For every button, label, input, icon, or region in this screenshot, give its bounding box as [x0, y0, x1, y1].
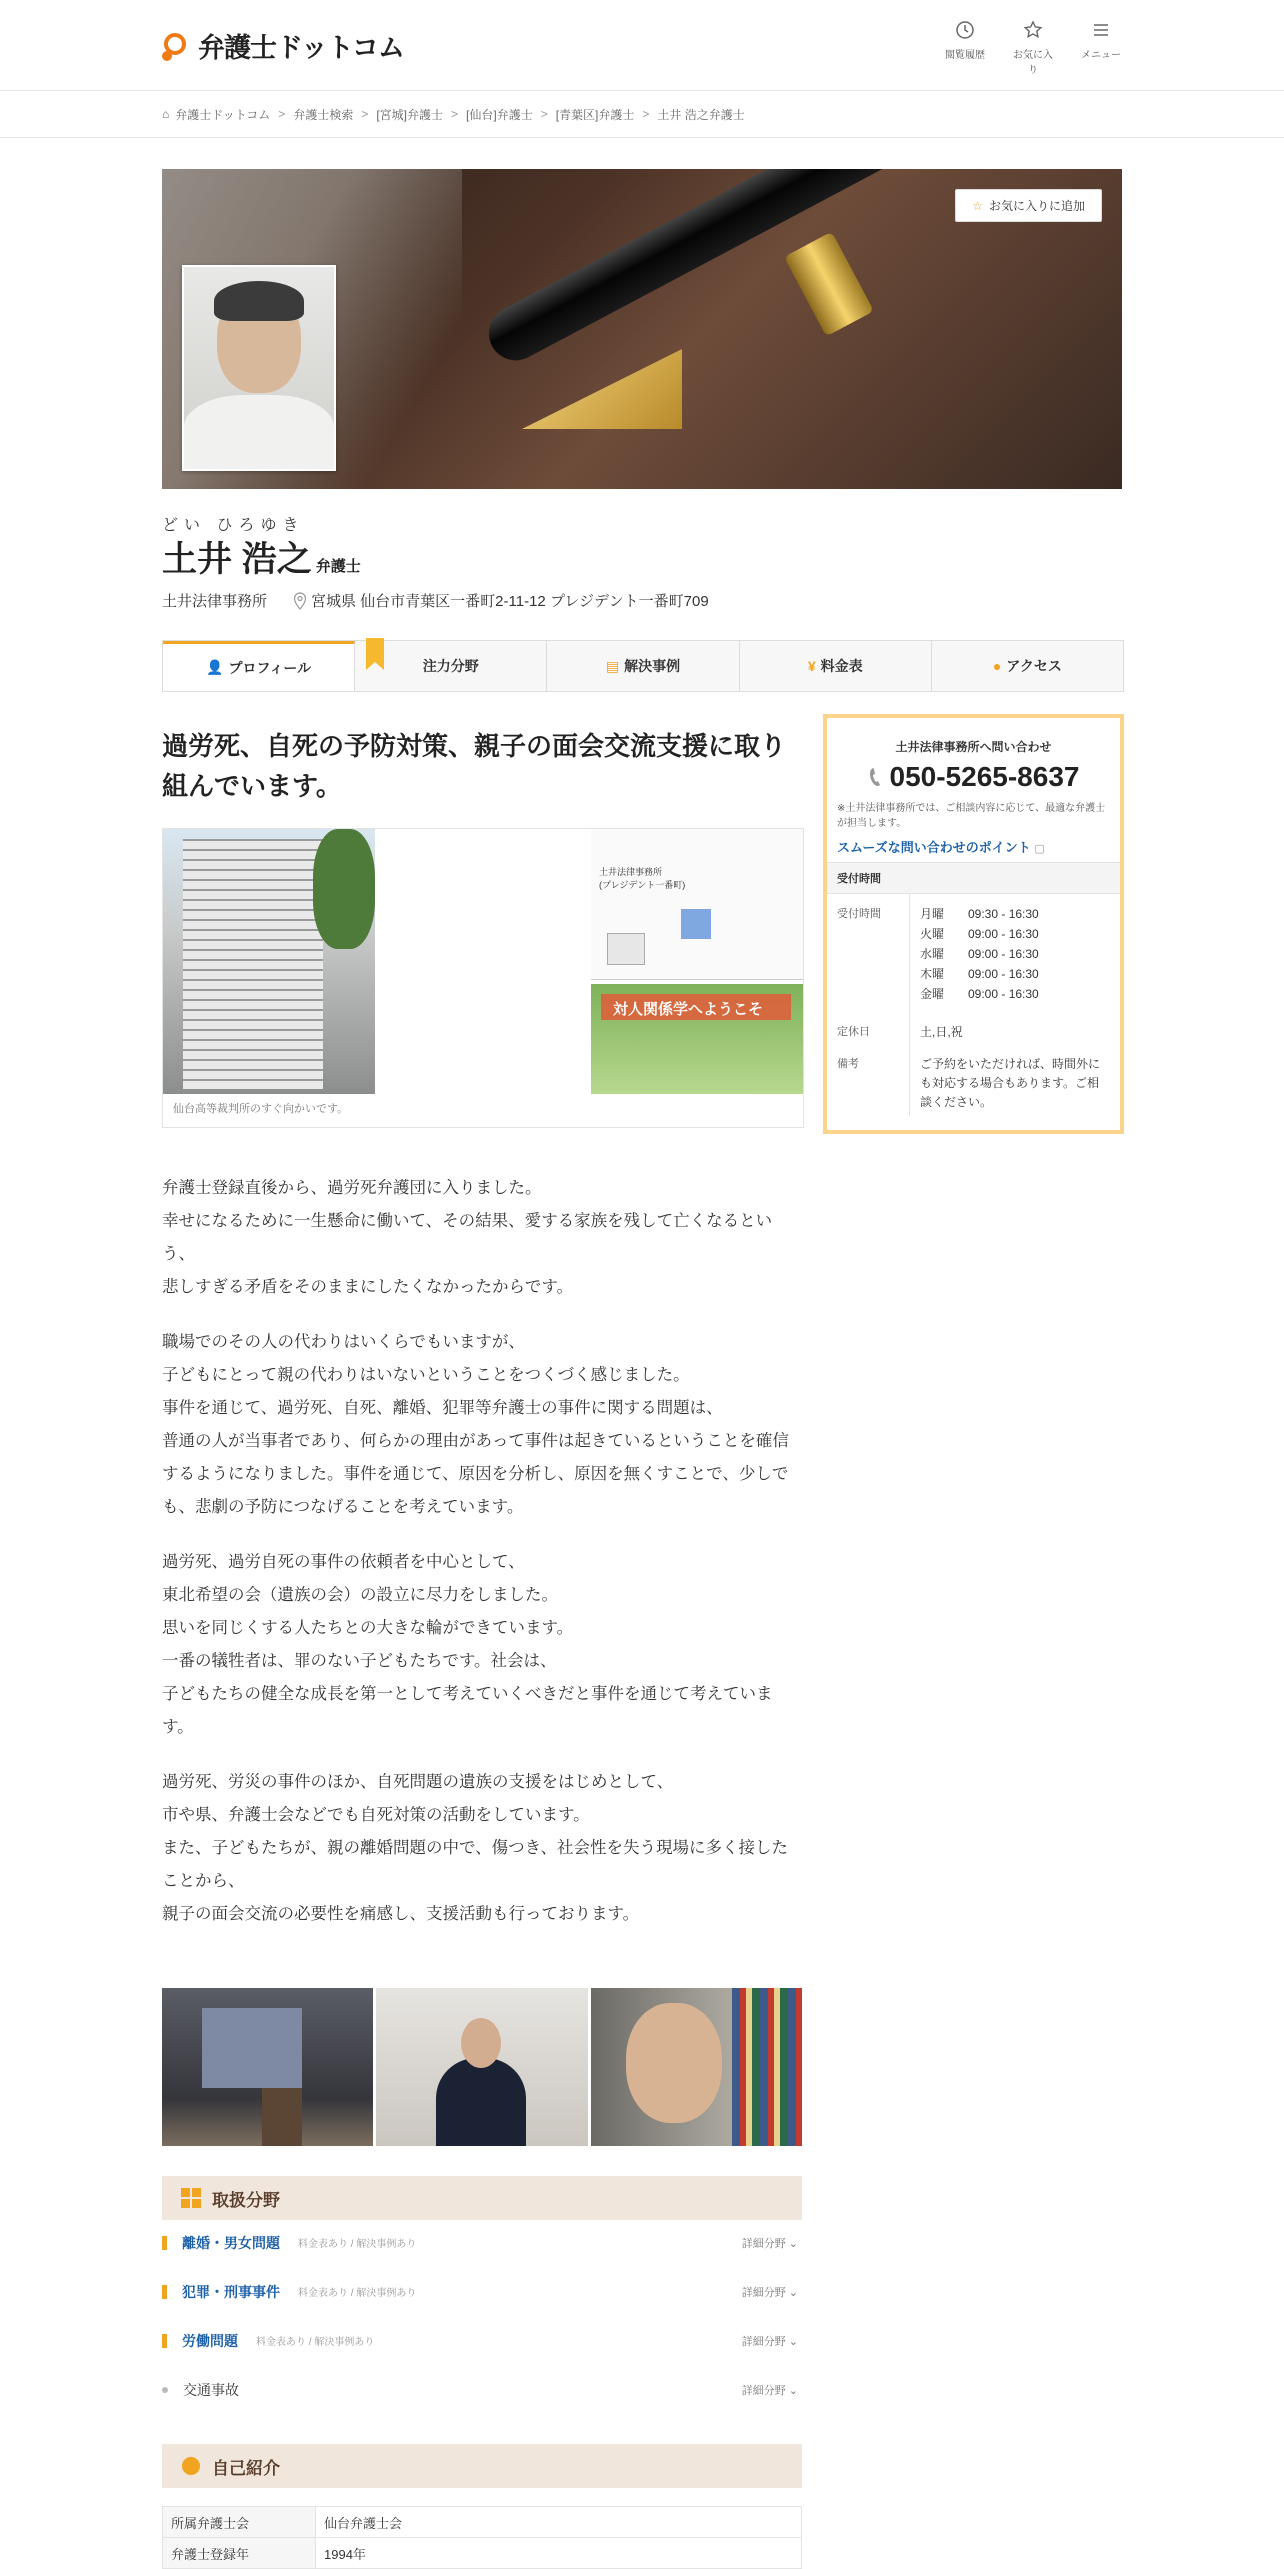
- tab-cases-label: 解決事例: [624, 658, 681, 674]
- hours-label: 受付時間: [827, 894, 910, 1007]
- phone-number-text: 050-5265-8637: [889, 761, 1080, 792]
- tab-access[interactable]: [932, 641, 1123, 691]
- practice-item[interactable]: [162, 2267, 802, 2316]
- lawyer-name-text: 土井 浩之: [162, 540, 312, 579]
- nav-favorites[interactable]: [1010, 20, 1056, 76]
- logo-text: 弁護士ドットコム: [198, 33, 404, 63]
- lawyer-role: 弁護士: [315, 558, 361, 575]
- hours-row: 火曜 09:00 - 16:30: [920, 927, 1039, 941]
- intro-key: 所属弁護士会: [163, 2507, 316, 2538]
- practice-name: 犯罪・刑事事件: [182, 2283, 280, 2300]
- header-nav: [942, 20, 1124, 76]
- practice-name: 離婚・男女問題: [182, 2234, 280, 2251]
- remarks-value: ご予約をいただければ、時間外にも対応する場合もあります。ご相談ください。: [920, 1057, 1101, 1110]
- nav-history[interactable]: [942, 20, 988, 76]
- profile-tabs: [162, 640, 1124, 692]
- map-office-label: 土井法律事務所 (プレジデント一番町): [599, 867, 686, 890]
- intro-value: 1994年: [316, 2538, 802, 2569]
- lawyer-name: [162, 532, 361, 582]
- contact-panel: [823, 714, 1124, 1134]
- practice-name: 労働問題: [182, 2332, 238, 2349]
- closed-label: 定休日: [827, 1007, 910, 1043]
- tab-fees[interactable]: [740, 641, 932, 691]
- office-photos: [162, 828, 804, 1128]
- intro-key: 弁護士登録年: [163, 2538, 316, 2569]
- nav-menu[interactable]: [1078, 20, 1124, 76]
- office-address: [293, 590, 709, 611]
- tab-focus-areas[interactable]: [355, 641, 547, 691]
- practice-item[interactable]: [162, 2218, 802, 2267]
- office-name[interactable]: 土井法律事務所: [162, 593, 268, 610]
- external-icon: ▢: [1034, 843, 1045, 855]
- hero-banner: [162, 169, 1122, 489]
- yen-icon: ¥: [807, 658, 816, 674]
- contact-tips-label: スムーズな問い合わせのポイント: [837, 840, 1031, 855]
- history-icon: [955, 20, 975, 40]
- body-paragraph: 過労死、労災の事件のほか、自死問題の遺族の支援をはじめとして、 市や県、弁護士会などでも自死対策の活動をしています。 また、子どもたちが、親の離婚問題の中で、傷つき、社会性を失う現場に多く接したことから、 親子の面会交流の必要性を痛感し、支援活動も行っております。: [162, 1773, 789, 1923]
- menu-icon: [1091, 20, 1111, 40]
- tab-cases[interactable]: [547, 641, 739, 691]
- practice-meta: 料金表あり / 解決事例あり: [298, 2239, 417, 2250]
- photo-caption: 仙台高等裁判所のすぐ向かいです。: [173, 1103, 349, 1115]
- hours-row: 月曜 09:30 - 16:30: [920, 907, 1039, 921]
- home-icon: ⌂: [162, 107, 170, 121]
- contact-note: ※土井法律事務所では、ご相談内容に応じて、最適な弁護士が担当します。: [837, 803, 1106, 829]
- practice-name: 交通事故: [183, 2381, 239, 2398]
- pin-icon: ●: [992, 658, 1002, 674]
- body-paragraph: 弁護士登録直後から、過労死弁護団に入りました。 幸せになるために一生懸命に働いて、その結果、愛する家族を残して亡くなるという、 悲しすぎる矛盾をそのままにしたくなかったからです。: [162, 1179, 773, 1296]
- detail-toggle[interactable]: 詳細分野 ⌄: [741, 2286, 798, 2299]
- contact-title: 土井法律事務所へ問い合わせ: [895, 740, 1052, 754]
- practice-meta: 料金表あり / 解決事例あり: [298, 2288, 417, 2299]
- note-icon: ▤: [605, 657, 620, 674]
- breadcrumb: ⌂ 弁護士ドットコム > 弁護士検索 > [宮城]弁護士 > [仙台]弁護士 > [青葉区]弁護士 > 土井 浩之弁護士: [0, 91, 1284, 138]
- detail-toggle[interactable]: 詳細分野 ⌄: [741, 2384, 798, 2397]
- add-favorite-button[interactable]: [955, 189, 1102, 222]
- tab-focus-label: 注力分野: [422, 658, 479, 674]
- chevron-down-icon: ⌄: [788, 2237, 798, 2250]
- detail-toggle[interactable]: 詳細分野 ⌄: [741, 2237, 798, 2250]
- hours-header: 受付時間: [827, 862, 1120, 894]
- tab-access-label: アクセス: [1006, 658, 1062, 674]
- remarks-label: 備考: [827, 1043, 910, 1116]
- hours-row: 水曜 09:00 - 16:30: [920, 947, 1039, 961]
- tab-profile[interactable]: [163, 641, 355, 691]
- hours-list: [910, 894, 1121, 1007]
- hours-row: 木曜 09:00 - 16:30: [920, 967, 1039, 981]
- nav-favorites-label: お気に入り: [1013, 50, 1053, 76]
- closed-value: 土,日,祝: [920, 1025, 963, 1039]
- tab-profile-label: プロフィール: [228, 659, 312, 676]
- detail-toggle[interactable]: 詳細分野 ⌄: [741, 2335, 798, 2348]
- self-intro-title: 自己紹介: [212, 2458, 280, 2478]
- portrait-photo[interactable]: [591, 1988, 802, 2146]
- lawyer-photo: [182, 265, 336, 471]
- breadcrumb-item[interactable]: [仙台]弁護士: [466, 107, 533, 122]
- logo-mark-icon: [162, 31, 192, 61]
- practice-item[interactable]: [162, 2316, 802, 2365]
- chevron-down-icon: ⌄: [788, 2286, 798, 2299]
- office-map-image[interactable]: [591, 829, 803, 1094]
- map-pin-icon: [293, 592, 307, 610]
- practice-areas-title: 取扱分野: [212, 2190, 280, 2210]
- star-icon: [1023, 20, 1043, 40]
- practice-areas-header: [162, 2176, 802, 2220]
- grid-icon: [180, 2187, 202, 2209]
- profile-headline: 過労死、自死の予防対策、親子の面会交流支援に取り組んでいます。: [162, 731, 787, 802]
- star-icon: ☆: [972, 198, 983, 213]
- practice-item[interactable]: [162, 2365, 802, 2414]
- body-paragraph: 過労死、過労自死の事件の依頼者を中心として、 東北希望の会（遺族の会）の設立に尽力をしました。 思いを同じくする人たちとの大きな輪ができています。 一番の犠牲者は、罪のない子どもたちです。社会は、 子どもたちの健全な成長を第一として考えていくべきだと事件を通じて考えています。: [162, 1553, 773, 1736]
- breadcrumb-item[interactable]: [宮城]弁護士: [376, 107, 444, 122]
- speech-photo[interactable]: [376, 1988, 587, 2146]
- name-ruby: どい ひろゆき: [162, 517, 305, 534]
- profile-body: [162, 1172, 802, 1953]
- site-logo[interactable]: [162, 26, 404, 65]
- hours-row: 金曜 09:00 - 16:30: [920, 987, 1039, 1001]
- breadcrumb-current: 土井 浩之弁護士: [657, 107, 745, 122]
- chevron-down-icon: ⌄: [788, 2335, 798, 2348]
- hours-table: [827, 894, 1120, 1116]
- body-paragraph: 職場でのその人の代わりはいくらでもいますが、 子どもにとって親の代わりはいないということをつくづく感じました。 事件を通じて、過労死、自死、離婚、犯罪等弁護士の事件に関する問題は、 普通の人が当事者であり、何らかの理由があって事件は起きているということを確信するようになりました。事件を通じて、原因を分析し、原因を無くすことで、少しでも、悲劇の予防につなげることを考えています。: [162, 1333, 789, 1516]
- practice-meta: 料金表あり / 解決事例あり: [256, 2337, 375, 2348]
- nav-menu-label: メニュー: [1081, 50, 1121, 61]
- photo-gallery: [162, 1988, 802, 2146]
- intro-table: [162, 2506, 802, 2569]
- lecture-photo[interactable]: [162, 1988, 373, 2146]
- map-banner-text: 対人関係学へようこそ: [613, 1001, 764, 1018]
- circle-icon: [180, 2455, 202, 2477]
- intro-row: [163, 2507, 802, 2538]
- phone-icon: [868, 766, 884, 788]
- self-intro-header: [162, 2444, 802, 2488]
- breadcrumb-item[interactable]: 弁護士検索: [293, 107, 354, 122]
- intro-value: 仙台弁護士会: [316, 2507, 802, 2538]
- chevron-down-icon: ⌄: [788, 2384, 798, 2397]
- practice-list: [162, 2218, 802, 2414]
- add-favorite-label: お気に入りに追加: [988, 199, 1085, 213]
- breadcrumb-item[interactable]: 弁護士ドットコム: [175, 107, 271, 122]
- phone-number[interactable]: [827, 761, 1120, 793]
- tab-fees-label: 料金表: [820, 658, 863, 674]
- site-header: [0, 0, 1284, 91]
- person-icon: 👤: [206, 659, 224, 675]
- nav-history-label: 閲覧履歴: [945, 50, 985, 61]
- breadcrumb-item[interactable]: [青葉区]弁護士: [555, 107, 635, 122]
- courthouse-photo[interactable]: [163, 829, 375, 1094]
- contact-tips-link[interactable]: [827, 837, 1120, 856]
- intro-row: [163, 2538, 802, 2569]
- office-info: [162, 590, 709, 611]
- office-address-text: 宮城県 仙台市青葉区一番町2-11-12 プレジデント一番町709: [311, 593, 709, 610]
